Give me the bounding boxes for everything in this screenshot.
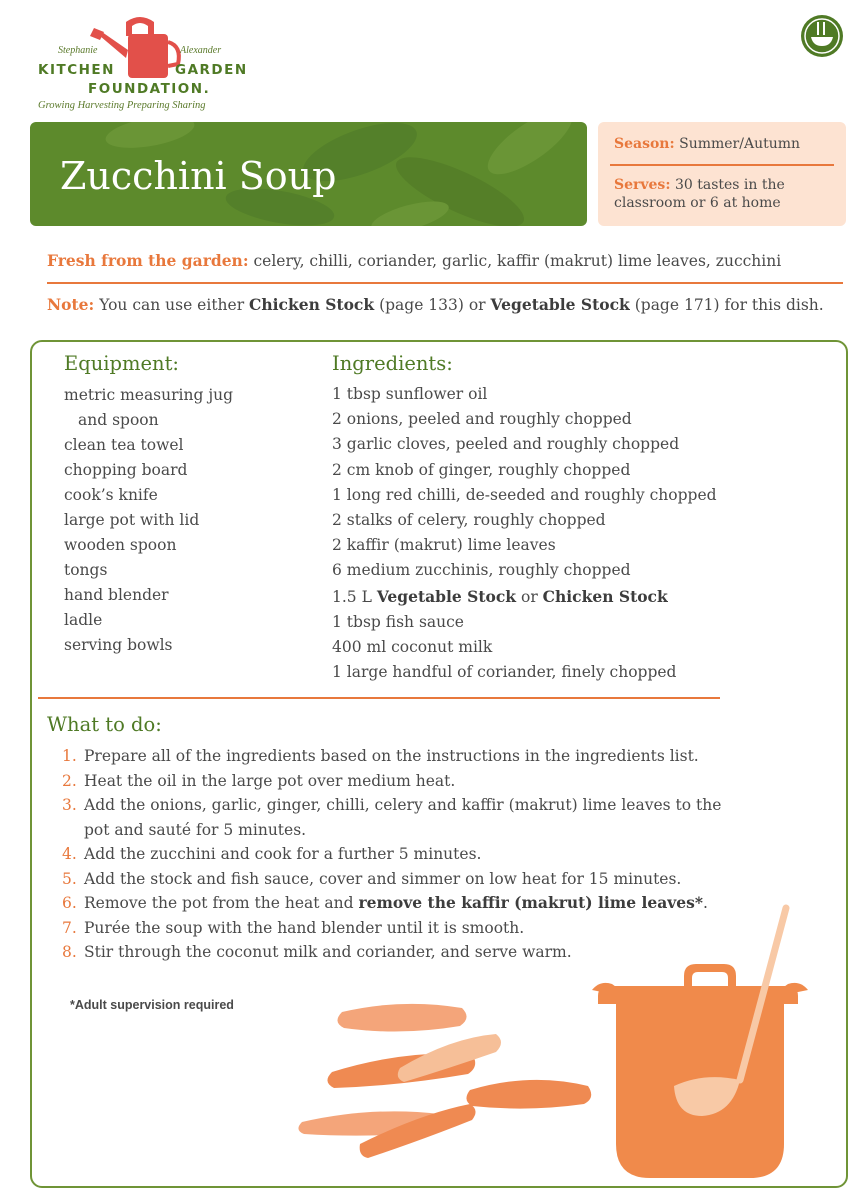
list-item: metric measuring jug [64,386,234,404]
page-title: Zucchini Soup [60,154,337,198]
logo-foundation: FOUNDATION. [88,81,211,97]
note-page-2: (page 171) for this dish. [634,296,824,314]
stock-or: or [520,587,538,606]
note-vegetable-stock: Vegetable Stock [490,295,630,314]
step-text: Stir through the coconut milk and coriander, and serve warm. [84,943,572,961]
list-item: 2 cm knob of ginger, roughly chopped [332,460,631,479]
logo-garden: GARDEN [175,62,248,78]
fresh-divider [47,282,843,284]
list-item [62,744,722,769]
equipment-heading: Equipment: [64,352,179,375]
vegetable-stock-ref: Vegetable Stock [376,586,517,606]
soup-illustration [290,900,830,1185]
logo-kitchen: KITCHEN [38,62,115,78]
note-page-1: (page 133) or [379,296,486,314]
list-item [62,793,722,842]
foundation-logo [30,10,270,120]
note-chicken-stock: Chicken Stock [249,295,375,314]
list-item: 3 garlic cloves, peeled and roughly chopped [332,435,680,454]
list-item [62,867,722,892]
what-to-do-heading: What to do: [47,713,162,736]
list-item: 2 onions, peeled and roughly chopped [332,410,632,429]
list-item: 1 long red chilli, de-seeded and roughly chopped [332,485,717,504]
chicken-stock-ref: Chicken Stock [542,586,668,606]
list-item: and spoon [78,411,159,429]
title-banner [30,122,587,226]
step-text: Heat the oil in the large pot over medium heat. [84,771,456,790]
list-item: 2 kaffir (makrut) lime leaves [332,536,556,555]
fresh-label: Fresh from the garden: [47,251,249,270]
note-line [47,295,824,314]
step-number: 1. [62,747,77,765]
step-text: Add the stock and fish sauce, cover and simmer on low heat for 15 minutes. [84,869,682,888]
step-number: 8. [62,943,77,961]
ingredients-heading: Ingredients: [332,352,453,375]
stock-quantity: 1.5 L [332,587,372,606]
step-number: 3. [62,796,77,814]
season-line [614,136,800,152]
step-number: 5. [62,869,77,888]
step-emphasis: remove the kaffir (makrut) lime leaves* [358,893,703,912]
list-item: wooden spoon [64,536,177,554]
list-item: 6 medium zucchinis, roughly chopped [332,561,631,580]
list-item: hand blender [64,586,169,604]
list-item: serving bowls [64,636,173,654]
step-text: Remove the pot from the heat and [84,894,354,912]
equipment-list [64,383,314,658]
list-item [62,842,722,867]
season-label: Season: [614,136,675,152]
stock-pot-icon [592,964,808,1178]
list-item: 1 large handful of coriander, finely chopped [332,663,677,682]
serves-line [614,176,829,212]
footnote: *Adult supervision required [70,998,234,1012]
season-serves-box [598,122,846,226]
list-item: 1 tbsp fish sauce [332,612,464,631]
step-number: 2. [62,771,77,790]
step-text: Add the zucchini and cook for a further 5 minutes. [84,845,482,863]
step-period: . [702,894,708,912]
list-item: 2 stalks of celery, roughly chopped [332,511,606,530]
list-item: 400 ml coconut milk [332,638,493,657]
note-text-1: You can use either [99,296,245,314]
list-item: large pot with lid [64,511,200,529]
bowl-fork-icon [800,14,844,58]
step-text: Purée the soup with the hand blender until it is smooth. [84,918,525,937]
season-divider [610,164,834,166]
list-item [62,769,722,794]
step-number: 6. [62,894,77,912]
list-item: ladle [64,611,103,629]
logo-alexander: Alexander [180,45,222,56]
step-number: 4. [62,845,77,863]
list-item: chopping board [64,461,188,479]
fresh-from-garden [47,251,781,270]
ingredients-list [332,382,832,685]
list-item [332,584,832,610]
note-label: Note: [47,295,95,314]
step-text: Prepare all of the ingredients based on the instructions in the ingredients list. [84,747,699,765]
serves-label: Serves: [614,177,671,193]
logo-stephanie: Stephanie [58,45,98,56]
step-number: 7. [62,918,77,937]
step-text: Add the onions, garlic, ginger, chilli, celery and kaffir (makrut) lime leaves to the pot and sauté for 5 minutes. [84,796,722,839]
serves-value: 30 tastes in the classroom or 6 at home [614,177,785,211]
list-item: 1 tbsp sunflower oil [332,385,488,403]
list-item: cook’s knife [64,486,158,504]
logo-tagline: Growing Harvesting Preparing Sharing [38,100,206,111]
zucchini-slices-icon [298,1004,591,1158]
list-item: tongs [64,561,108,579]
season-value: Summer/Autumn [679,136,801,152]
section-divider [38,697,720,699]
fresh-value: celery, chilli, coriander, garlic, kaffir (makrut) lime leaves, zucchini [253,252,782,270]
list-item: clean tea towel [64,436,184,454]
